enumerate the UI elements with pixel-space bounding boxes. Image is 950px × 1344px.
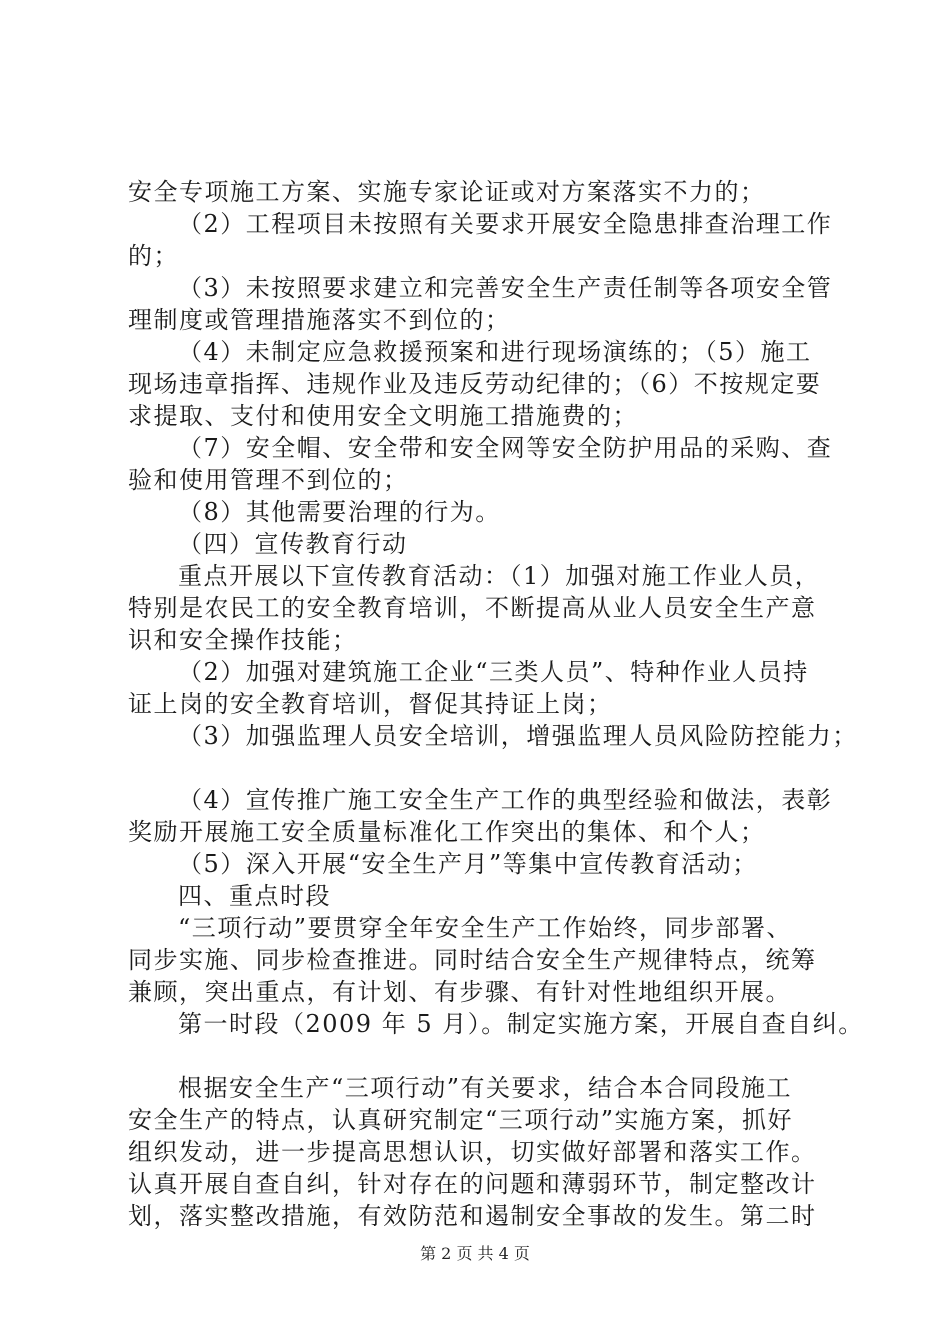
text-line: 理制度或管理措施落实不到位的； [128, 306, 511, 334]
text-line: 同步实施、同步检查推进。同时结合安全生产规律特点，统筹 [128, 946, 817, 974]
text-line: 奖励开展施工安全质量标准化工作突出的集体、和个人； [128, 818, 766, 846]
text-line: （2）工程项目未按照有关要求开展安全隐患排查治理工作 [178, 210, 833, 238]
text-line: 根据安全生产“三项行动”有关要求，结合本合同段施工 [178, 1074, 793, 1102]
text-line: （4）宣传推广施工安全生产工作的典型经验和做法，表彰 [178, 786, 833, 814]
text-line: 认真开展自查自纠，针对存在的问题和薄弱环节，制定整改计 [128, 1170, 817, 1198]
text-line: （5）深入开展“安全生产月”等集中宣传教育活动； [178, 850, 758, 878]
text-line: 识和安全操作技能； [128, 626, 358, 654]
text-line: “三项行动”要贯穿全年安全生产工作始终，同步部署、 [178, 914, 793, 942]
text-line: 证上岗的安全教育培训，督促其持证上岗； [128, 690, 613, 718]
text-line: 的； [128, 242, 179, 270]
section-heading: （四）宣传教育行动 [178, 530, 408, 558]
section-heading: 四、重点时段 [178, 882, 331, 910]
text-line: 安全生产的特点，认真研究制定“三项行动”实施方案，抓好 [128, 1106, 794, 1134]
text-line: （8）其他需要治理的行为。 [178, 498, 501, 526]
text-line: 重点开展以下宣传教育活动：（1）加强对施工作业人员， [178, 562, 821, 590]
text-line: 求提取、支付和使用安全文明施工措施费的； [128, 402, 638, 430]
text-line: 安全专项施工方案、实施专家论证或对方案落实不力的； [128, 178, 766, 206]
text-line: （2）加强对建筑施工企业“三类人员”、特种作业人员持 [178, 658, 809, 686]
text-line: （4）未制定应急救援预案和进行现场演练的；（5）施工 [178, 338, 812, 366]
text-line: 现场违章指挥、违规作业及违反劳动纪律的；（6）不按规定要 [128, 370, 822, 398]
text-line: （3）未按照要求建立和完善安全生产责任制等各项安全管 [178, 274, 833, 302]
text-line: 第一时段（2009 年 5 月）。制定实施方案，开展自查自纠。 [178, 1010, 864, 1038]
text-line: 划，落实整改措施，有效防范和遏制安全事故的发生。第二时 [128, 1202, 817, 1230]
text-line: （7）安全帽、安全带和安全网等安全防护用品的采购、查 [178, 434, 833, 462]
text-line: 验和使用管理不到位的； [128, 466, 409, 494]
text-line: （3）加强监理人员安全培训，增强监理人员风险防控能力； [178, 722, 858, 750]
text-line: 特别是农民工的安全教育培训，不断提高从业人员安全生产意 [128, 594, 817, 622]
text-line: 兼顾，突出重点，有计划、有步骤、有针对性地组织开展。 [128, 978, 791, 1006]
text-line: 组织发动，进一步提高思想认识，切实做好部署和落实工作。 [128, 1138, 817, 1166]
page-footer: 第 2 页 共 4 页 [420, 1244, 530, 1263]
